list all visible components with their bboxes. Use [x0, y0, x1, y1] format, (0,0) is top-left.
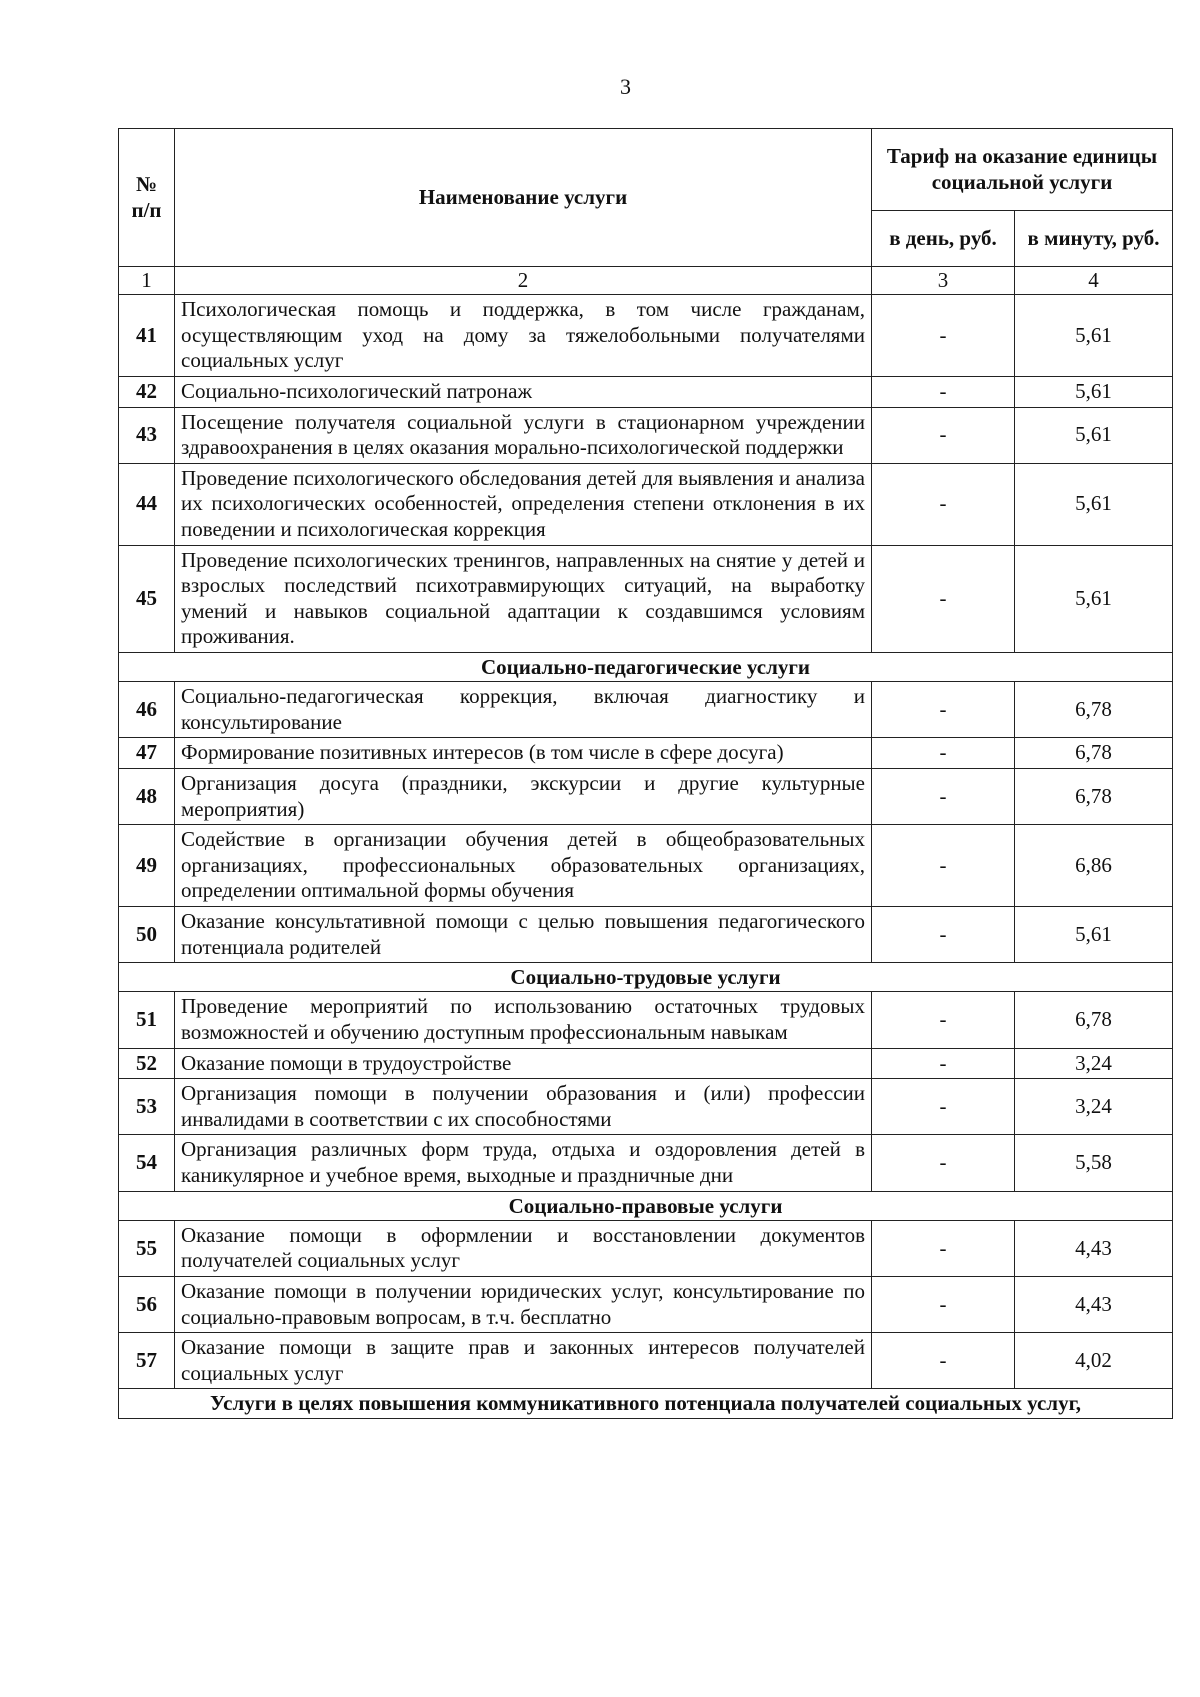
service-number: 48	[119, 768, 175, 824]
tariff-per-minute: 4,02	[1015, 1333, 1173, 1389]
column-index: 1	[119, 267, 175, 295]
tariff-per-day: -	[872, 407, 1015, 463]
service-number: 42	[119, 376, 175, 407]
header-service-name: Наименование услуги	[175, 129, 872, 267]
service-name: Оказание помощи в трудоустройстве	[175, 1048, 872, 1079]
service-number: 45	[119, 545, 175, 652]
service-name: Оказание помощи в оформлении и восстановлении документов получателей социальных услуг	[175, 1220, 872, 1276]
table-row	[119, 738, 1173, 769]
table-row	[119, 1048, 1173, 1079]
tariff-per-day: -	[872, 1277, 1015, 1333]
service-number: 56	[119, 1277, 175, 1333]
tariff-per-day: -	[872, 295, 1015, 377]
service-number: 51	[119, 992, 175, 1048]
service-name: Содействие в организации обучения детей в общеобразовательных организациях, профессиональных образовательных организациях, определении оптимальной формы обучения	[175, 825, 872, 907]
service-name: Проведение психологических тренингов, направленных на снятие у детей и взрослых последствий психотравмирующих ситуаций, на выработку умений и навыков социальной адаптации к создавшимся условиям проживания.	[175, 545, 872, 652]
header-tariff: Тариф на оказание единицы социальной услуги	[872, 129, 1173, 211]
section-heading-labor: Социально-трудовые услуги	[119, 963, 1173, 992]
service-number: 44	[119, 463, 175, 545]
tariff-per-day: -	[872, 463, 1015, 545]
service-name: Посещение получателя социальной услуги в стационарном учреждении здравоохранения в целях оказания морально-психологической поддержки	[175, 407, 872, 463]
tariff-per-day: -	[872, 1079, 1015, 1135]
section-heading-communicative: Услуги в целях повышения коммуникативного потенциала получателей социальных услуг,	[119, 1389, 1173, 1418]
tariff-per-minute: 6,78	[1015, 682, 1173, 738]
services-tariff-table	[118, 128, 1173, 1419]
table-row	[119, 1220, 1173, 1276]
table-row	[119, 407, 1173, 463]
tariff-per-minute: 4,43	[1015, 1220, 1173, 1276]
service-number: 46	[119, 682, 175, 738]
tariff-per-minute: 5,58	[1015, 1135, 1173, 1191]
tariff-per-day: -	[872, 545, 1015, 652]
table-row	[119, 545, 1173, 652]
page-number: 3	[620, 74, 631, 99]
service-name: Формирование позитивных интересов (в том числе в сфере досуга)	[175, 738, 872, 769]
tariff-per-day: -	[872, 1333, 1015, 1389]
tariff-per-minute: 3,24	[1015, 1079, 1173, 1135]
tariff-per-day: -	[872, 1135, 1015, 1191]
tariff-per-minute: 5,61	[1015, 376, 1173, 407]
table-row	[119, 992, 1173, 1048]
tariff-per-day: -	[872, 376, 1015, 407]
service-number: 55	[119, 1220, 175, 1276]
tariff-per-day: -	[872, 992, 1015, 1048]
tariff-per-minute: 6,78	[1015, 738, 1173, 769]
service-name: Социально-психологический патронаж	[175, 376, 872, 407]
service-name: Оказание помощи в получении юридических услуг, консультирование по социально-правовым вопросам, в т.ч. бесплатно	[175, 1277, 872, 1333]
tariff-per-day: -	[872, 738, 1015, 769]
tariff-per-minute: 6,78	[1015, 992, 1173, 1048]
tariff-per-minute: 5,61	[1015, 407, 1173, 463]
tariff-per-minute: 6,78	[1015, 768, 1173, 824]
tariff-per-minute: 5,61	[1015, 907, 1173, 963]
tariff-per-minute: 3,24	[1015, 1048, 1173, 1079]
service-name: Оказание помощи в защите прав и законных интересов получателей социальных услуг	[175, 1333, 872, 1389]
service-number: 41	[119, 295, 175, 377]
table-row	[119, 1277, 1173, 1333]
tariff-per-day: -	[872, 1048, 1015, 1079]
column-index: 4	[1015, 267, 1173, 295]
service-number: 49	[119, 825, 175, 907]
table-row	[119, 682, 1173, 738]
service-number: 53	[119, 1079, 175, 1135]
service-name: Организация досуга (праздники, экскурсии и другие культурные мероприятия)	[175, 768, 872, 824]
section-heading-pedagogical: Социально-педагогические услуги	[119, 653, 1173, 682]
column-index: 3	[872, 267, 1015, 295]
service-number: 57	[119, 1333, 175, 1389]
service-name: Проведение мероприятий по использованию остаточных трудовых возможностей и обучению доступным профессиональным навыкам	[175, 992, 872, 1048]
service-name: Организация различных форм труда, отдыха и оздоровления детей в каникулярное и учебное время, выходные и праздничные дни	[175, 1135, 872, 1191]
tariff-per-minute: 5,61	[1015, 295, 1173, 377]
tariff-per-minute: 5,61	[1015, 463, 1173, 545]
tariff-per-minute: 5,61	[1015, 545, 1173, 652]
table-row	[119, 825, 1173, 907]
service-name: Проведение психологического обследования детей для выявления и анализа их психологических особенностей, определения степени отклонения в их поведении и психологическая коррекция	[175, 463, 872, 545]
table-row	[119, 907, 1173, 963]
tariff-per-day: -	[872, 907, 1015, 963]
table-row	[119, 376, 1173, 407]
service-number: 43	[119, 407, 175, 463]
service-number: 52	[119, 1048, 175, 1079]
header-per-day: в день, руб.	[872, 211, 1015, 267]
tariff-per-day: -	[872, 768, 1015, 824]
service-name: Оказание консультативной помощи с целью повышения педагогического потенциала родителей	[175, 907, 872, 963]
header-per-minute: в минуту, руб.	[1015, 211, 1173, 267]
service-name: Организация помощи в получении образования и (или) профессии инвалидами в соответствии с их способностями	[175, 1079, 872, 1135]
service-number: 50	[119, 907, 175, 963]
table-row	[119, 463, 1173, 545]
section-heading-legal: Социально-правовые услуги	[119, 1191, 1173, 1220]
service-name: Социально-педагогическая коррекция, включая диагностику и консультирование	[175, 682, 872, 738]
table-row	[119, 1135, 1173, 1191]
service-number: 47	[119, 738, 175, 769]
tariff-per-minute: 4,43	[1015, 1277, 1173, 1333]
table-row	[119, 295, 1173, 377]
service-name: Психологическая помощь и поддержка, в том числе гражданам, осуществляющим уход на дому за тяжелобольными получателями социальных услуг	[175, 295, 872, 377]
column-index-row	[119, 267, 1173, 295]
tariff-per-minute: 6,86	[1015, 825, 1173, 907]
table-row	[119, 1333, 1173, 1389]
tariff-per-day: -	[872, 682, 1015, 738]
service-number: 54	[119, 1135, 175, 1191]
table-row	[119, 1079, 1173, 1135]
column-index: 2	[175, 267, 872, 295]
header-num: № п/п	[119, 129, 175, 267]
tariff-per-day: -	[872, 1220, 1015, 1276]
tariff-per-day: -	[872, 825, 1015, 907]
table-row	[119, 768, 1173, 824]
